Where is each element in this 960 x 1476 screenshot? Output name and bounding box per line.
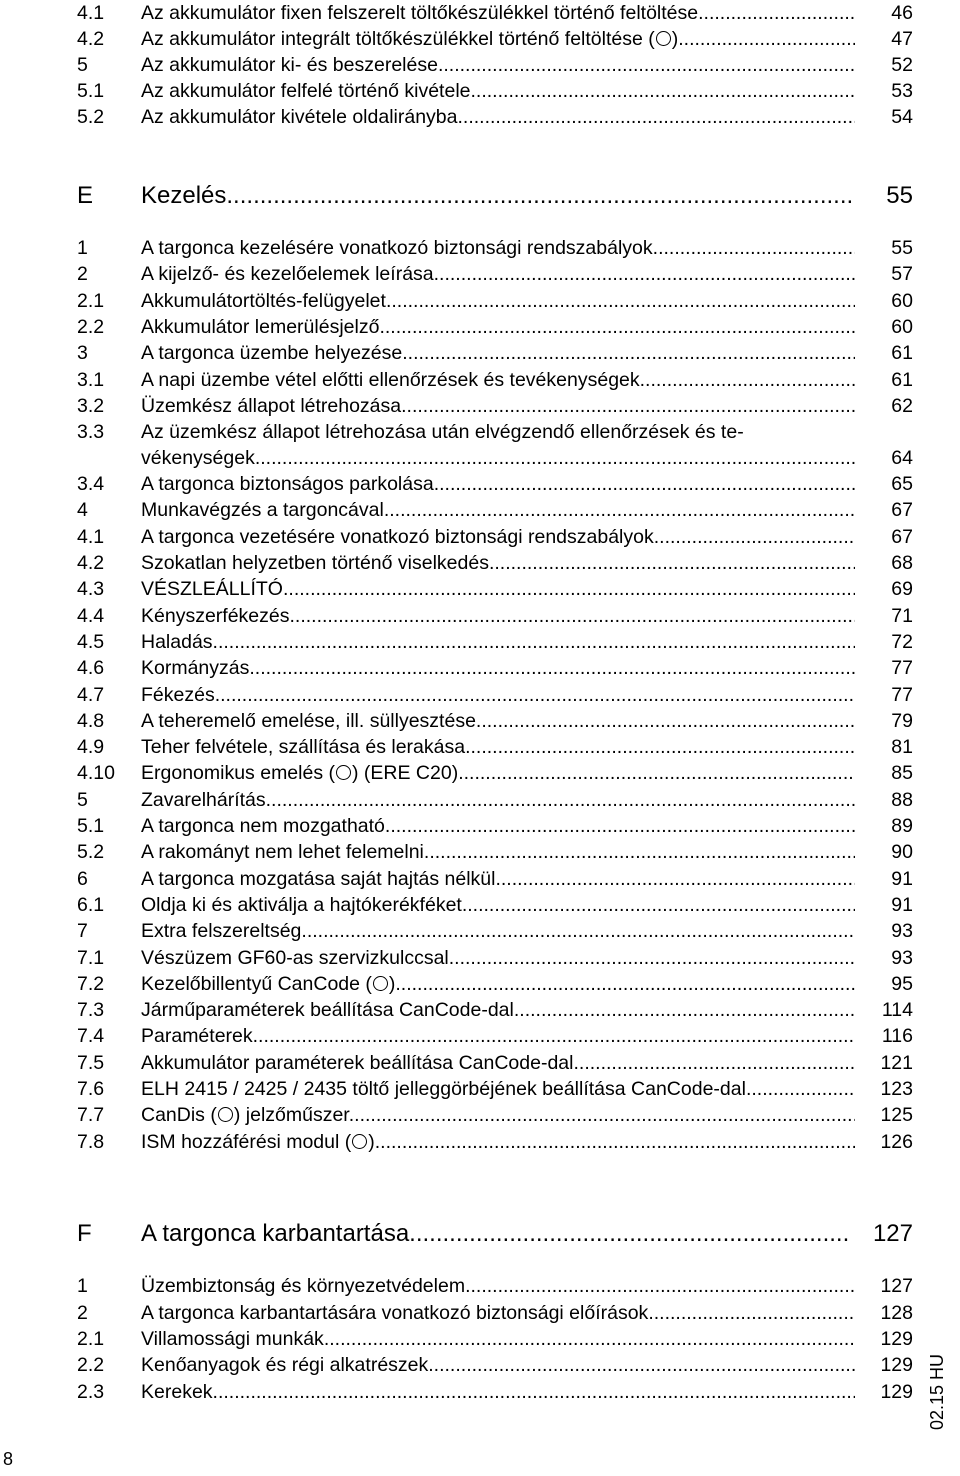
section-number: 4.1 [77,2,105,24]
title-text: Kormányzás [141,657,250,680]
page-ref: 55 [891,237,913,259]
section-number: 2.2 [77,315,105,338]
section-title [141,1379,855,1405]
toc-entry[interactable] [77,78,913,104]
section-number: 5 [77,54,88,76]
page-ref: 55 [886,182,913,209]
title-text: vékenységek [141,447,255,470]
section-number: 7.4 [77,1025,105,1048]
toc-chapter[interactable] [77,181,913,211]
section-title-text [141,947,855,969]
toc-entry[interactable] [77,1102,913,1128]
title-text: A targonca karbantartása [141,1220,410,1247]
page-ref: 116 [881,1025,913,1048]
page-ref: 85 [891,762,913,785]
section-title-text [141,1275,855,1297]
toc-entry[interactable] [77,261,913,287]
section-title-text [141,342,855,364]
section-title-text [141,1381,855,1403]
toc-entry[interactable] [77,839,913,865]
title-text-after: ) jelzőműszer [233,1104,349,1127]
page-ref: 72 [891,630,913,653]
title-text: Az akkumulátor ki- és beszerelése [141,54,438,76]
section-number: 4.10 [77,762,115,785]
section-title-text [141,736,855,758]
section-title-text [141,1104,855,1126]
section-title-text [141,973,855,995]
section-number: 4.4 [77,604,105,627]
page-ref: 121 [880,1051,913,1074]
page-ref: 69 [891,578,913,601]
section-number: 5 [77,788,88,811]
toc-entry[interactable] [77,576,913,602]
page-ref: 77 [891,683,913,706]
page-ref: 65 [891,473,913,496]
page-ref: 60 [891,289,913,312]
optional-equipment-icon [218,1107,233,1122]
section-title-text [141,2,855,24]
section-title [141,1273,855,1299]
section-title [141,655,855,681]
page-ref: 127 [872,1220,913,1247]
toc-entry[interactable] [77,997,913,1023]
section-title [141,367,855,393]
section-title-text [141,369,855,391]
section-title-text [141,1078,855,1100]
page-ref: 88 [891,788,913,811]
toc-entry[interactable] [77,629,913,655]
section-title [141,1102,855,1128]
section-number: 3.2 [77,394,105,417]
toc-entry[interactable] [77,550,913,576]
section-title-text [141,657,855,679]
section-number: 5.1 [77,815,105,837]
section-title-text [141,631,855,653]
section-number: 6 [77,867,88,890]
section-title [141,760,855,786]
section-title-text [141,894,855,916]
title-text: Üzembiztonság és környezetvédelem [141,1275,466,1297]
section-title [141,839,855,865]
section-title [141,1326,855,1352]
section-title-text [141,762,855,784]
section-number: F [77,1220,92,1247]
page-ref: 67 [891,525,913,548]
section-title-text [141,789,855,811]
title-text: Munkavégzés a targoncával [141,499,384,522]
title-text: Kényszerfékezés [141,604,290,627]
title-text: Kezelőbillentyű CanCode ( [141,972,372,995]
section-title [141,314,855,340]
section-number: 7 [77,920,88,943]
section-title-text [141,395,855,417]
section-number: 5.2 [77,841,105,864]
section-title [141,550,855,576]
section-number: 6.1 [77,893,105,916]
title-text: Kezelés [141,182,227,209]
title-text-after: ) (ERE C20) [352,762,459,785]
title-text-after: ) [388,972,396,995]
page-ref: 114 [881,999,913,1022]
title-text: Az akkumulátor integrált töltőkészülékkel történő feltöltése ( [141,28,655,50]
section-title [141,445,855,471]
page-ref: 91 [891,867,913,890]
title-text: A targonca karbantartására vonatkozó biztonsági előírások [141,1302,649,1324]
section-number: 4 [77,499,88,522]
title-text: Fékezés [141,683,215,706]
toc-entry[interactable] [77,918,913,944]
section-title-text [141,815,855,837]
title-text: A targonca nem mozgatható [141,815,385,837]
toc-entry[interactable] [77,1129,913,1155]
title-text: Ergonomikus emelés ( [141,762,335,785]
section-number: 4.8 [77,709,105,732]
optional-equipment-icon [352,1134,367,1149]
title-text: Üzemkész állapot létrehozása [141,394,402,417]
section-title [141,1129,855,1155]
title-text: Extra felszereltség [141,920,302,943]
toc-entry[interactable] [77,524,913,550]
section-title-text [141,1354,855,1376]
section-title-text [141,316,855,338]
section-title [141,603,855,629]
page-ref: 60 [891,315,913,338]
title-text: A rakományt nem lehet felemelni [141,841,424,864]
toc-entry[interactable] [77,1023,913,1049]
section-number: 7.8 [77,1130,105,1153]
section-number: 7.6 [77,1078,105,1100]
title-text: A napi üzembe vétel előtti ellenőrzések és tevékenységek [141,368,640,391]
page-ref: 68 [891,552,913,574]
section-number: 2.2 [77,1354,105,1376]
optional-equipment-icon [373,976,388,991]
section-number: 3.1 [77,368,105,391]
section-title-text [141,841,855,863]
revision-date: 02.15 HU [927,1353,947,1430]
title-text: Kerekek [141,1381,213,1403]
section-number: 2 [77,263,88,286]
section-title-text [141,499,855,521]
page-ref: 67 [891,499,913,522]
section-number: 1 [77,237,88,259]
section-title-text [141,28,855,50]
page-ref: 125 [880,1104,913,1127]
toc-entry[interactable] [77,52,913,78]
section-title [141,1023,855,1049]
section-title [141,576,855,602]
section-title [141,971,855,997]
section-title [141,0,855,26]
section-title-text [141,182,851,209]
section-title [141,787,855,813]
section-number: 7.7 [77,1104,105,1127]
title-text: Akkumulátortöltés-felügyelet [141,289,386,312]
section-title-text [141,54,855,76]
toc-entry[interactable] [77,471,913,497]
toc-entry[interactable] [77,1379,913,1405]
toc-entry[interactable] [77,393,913,419]
toc-entry[interactable] [77,708,913,734]
section-title [141,393,855,419]
title-text: Akkumulátor paraméterek beállítása CanCode-dal [141,1051,574,1074]
section-title [141,813,855,839]
toc-entry[interactable] [77,945,913,971]
section-number: 1 [77,1275,88,1297]
optional-equipment-icon [336,765,351,780]
toc-entry[interactable] [77,367,913,393]
toc-entry[interactable] [77,1326,913,1352]
toc-entry[interactable] [77,314,913,340]
page-ref: 61 [891,368,913,391]
page-ref: 95 [891,972,913,995]
section-title-text [141,920,855,942]
toc-entry[interactable] [77,1050,913,1076]
toc-entry[interactable] [77,1300,913,1326]
title-text: Zavarelhárítás [141,788,266,811]
toc-entry[interactable] [77,866,913,892]
toc-entry[interactable] [77,288,913,314]
section-title [141,1300,855,1326]
page-ref: 129 [880,1381,913,1403]
section-title-text [141,237,855,259]
section-title [141,52,855,78]
section-title [141,629,855,655]
section-title [141,261,855,287]
section-title [141,235,855,261]
page-ref: 127 [880,1275,913,1297]
page-ref: 53 [891,80,913,102]
section-title-text [141,1328,855,1350]
toc-chapter[interactable] [77,1219,913,1249]
section-title-text [141,80,855,102]
title-text: Az akkumulátor fixen felszerelt töltőkészülékkel történő feltöltése [141,2,699,24]
section-title-text [141,473,855,495]
section-title [141,997,855,1023]
toc-entry[interactable] [77,104,913,130]
title-text: A targonca kezelésére vonatkozó biztonsági rendszabályok [141,237,653,259]
section-number: 4.1 [77,525,105,548]
toc-entry[interactable] [77,813,913,839]
toc-entry[interactable] [77,682,913,708]
toc-entry[interactable] [77,1352,913,1378]
section-title [141,26,855,52]
section-title [141,340,855,366]
section-title [141,1050,855,1076]
title-text: Az akkumulátor felfelé történő kivétele [141,80,471,102]
section-title-text [141,1302,855,1324]
section-title-text [141,263,855,285]
section-number: 4.3 [77,578,105,601]
section-title-text [141,999,855,1021]
toc-entry[interactable] [77,0,913,26]
section-title-text [141,106,855,128]
section-title-text [141,605,855,627]
section-number: 4.6 [77,657,105,680]
title-text: Akkumulátor lemerülésjelző [141,315,380,338]
section-title-text [141,290,855,312]
toc-entry[interactable] [77,1076,913,1102]
toc-entry[interactable] [77,235,913,261]
title-text: A targonca üzembe helyezése [141,342,403,365]
title-text: Vészüzem GF60-as szervizkulccsal [141,946,449,969]
optional-equipment-icon [656,31,671,46]
title-text: ISM hozzáférési modul ( [141,1130,352,1153]
title-text: Szokatlan helyzetben történő viselkedés [141,552,489,574]
section-title-text [141,1025,855,1047]
title-text: Haladás [141,630,213,653]
section-number: 3.3 [77,421,105,444]
section-title [141,734,855,760]
section-title-text [141,447,855,469]
section-number: 4.5 [77,630,105,653]
section-title [141,945,855,971]
page-ref: 61 [891,342,913,365]
page-ref: 91 [891,893,913,916]
section-title-text [141,578,855,600]
toc-entry[interactable] [77,603,913,629]
title-text: A targonca vezetésére vonatkozó biztonsági rendszabályok [141,525,654,548]
page-ref: 129 [880,1328,913,1350]
section-number: 2.3 [77,1381,105,1403]
page-ref: 129 [880,1354,913,1376]
section-number: 2 [77,1302,88,1324]
page-ref: 47 [891,28,913,50]
title-text-after: ) [671,28,679,50]
section-title [141,471,855,497]
section-number: 5.1 [77,80,105,102]
page-ref: 62 [891,394,913,417]
section-number: 7.3 [77,999,105,1022]
title-text: VÉSZLEÁLLÍTÓ [141,578,283,601]
title-text: Az akkumulátor kivétele oldalirányba [141,106,458,128]
toc-entry[interactable] [77,655,913,681]
page-ref: 126 [880,1130,913,1153]
section-title-text [141,710,855,732]
section-number: 2.1 [77,1328,105,1350]
section-number: 5.2 [77,106,105,128]
section-title [141,288,855,314]
toc-entry[interactable] [77,787,913,813]
page-ref: 71 [891,604,913,627]
section-title [141,708,855,734]
section-title-text [141,1131,855,1153]
section-title [141,892,855,918]
toc-entry[interactable] [77,497,913,523]
section-title-text [141,1220,851,1247]
title-text: A targonca biztonságos parkolása [141,473,434,496]
section-title [141,1352,855,1378]
title-text-after: ) [368,1130,375,1153]
title-text: A targonca mozgatása saját hajtás nélkül [141,867,496,890]
toc-entry[interactable] [77,419,913,471]
page-ref: 52 [891,54,913,76]
section-title [141,918,855,944]
title-text: A teheremelő emelése, ill. süllyesztése [141,709,476,732]
title-text: Oldja ki és aktiválja a hajtókerékféket [141,893,462,916]
toc-entry[interactable] [77,892,913,918]
section-number: 3.4 [77,473,105,496]
title-text: Kenőanyagok és régi alkatrészek [141,1354,429,1376]
page-ref: 93 [891,946,913,969]
page-ref: 90 [891,841,913,864]
title-text: Paraméterek [141,1025,253,1048]
section-number: 4.2 [77,28,105,50]
section-title [141,181,851,211]
title-text: Járműparaméterek beállítása CanCode-dal [141,999,514,1022]
page-ref: 57 [891,263,913,286]
title-text: ELH 2415 / 2425 / 2435 töltő jelleggörbéjének beállítása CanCode-dal [141,1078,746,1100]
section-title [141,524,855,550]
section-title-text [141,1052,855,1074]
page-ref: 77 [891,657,913,680]
section-number: 4.2 [77,552,105,574]
page-ref: 79 [891,709,913,732]
section-title-text [141,526,855,548]
section-number: 2.1 [77,289,105,312]
page-ref: 64 [891,447,913,470]
section-title [141,1076,855,1102]
page-ref: 81 [891,736,913,759]
section-title [141,104,855,130]
toc-entry[interactable] [77,734,913,760]
page-ref: 123 [880,1078,913,1100]
section-number: 4.7 [77,683,105,706]
section-title-text [141,552,855,574]
toc-entry[interactable] [77,760,913,786]
section-title-line1: Az üzemkész állapot létrehozása után elvégzendő ellenőrzések és te- [141,421,744,444]
section-number: 7.1 [77,946,105,969]
page-ref: 46 [891,2,913,24]
section-number: 7.5 [77,1051,105,1074]
title-text: Teher felvétele, szállítása és lerakása [141,736,466,759]
toc-entry[interactable] [77,971,913,997]
page-ref: 54 [891,106,913,128]
section-number: 3 [77,342,88,365]
section-title [141,866,855,892]
section-number: 7.2 [77,972,105,995]
title-text: A kijelző- és kezelőelemek leírása [141,263,434,286]
title-text: CanDis ( [141,1104,217,1127]
page-ref: 93 [891,920,913,943]
section-number: 4.9 [77,736,105,759]
title-text: Villamossági munkák [141,1328,324,1350]
section-title-text [141,868,855,890]
section-title [141,1219,851,1249]
section-title-text [141,684,855,706]
page-number: 8 [3,1449,14,1469]
toc-entry[interactable] [77,1273,913,1299]
page-ref: 128 [880,1302,913,1324]
page-ref: 89 [891,815,913,837]
section-title [141,497,855,523]
section-number: E [77,182,94,209]
toc-entry[interactable] [77,340,913,366]
toc-entry[interactable] [77,26,913,52]
section-title [141,78,855,104]
section-title [141,682,855,708]
